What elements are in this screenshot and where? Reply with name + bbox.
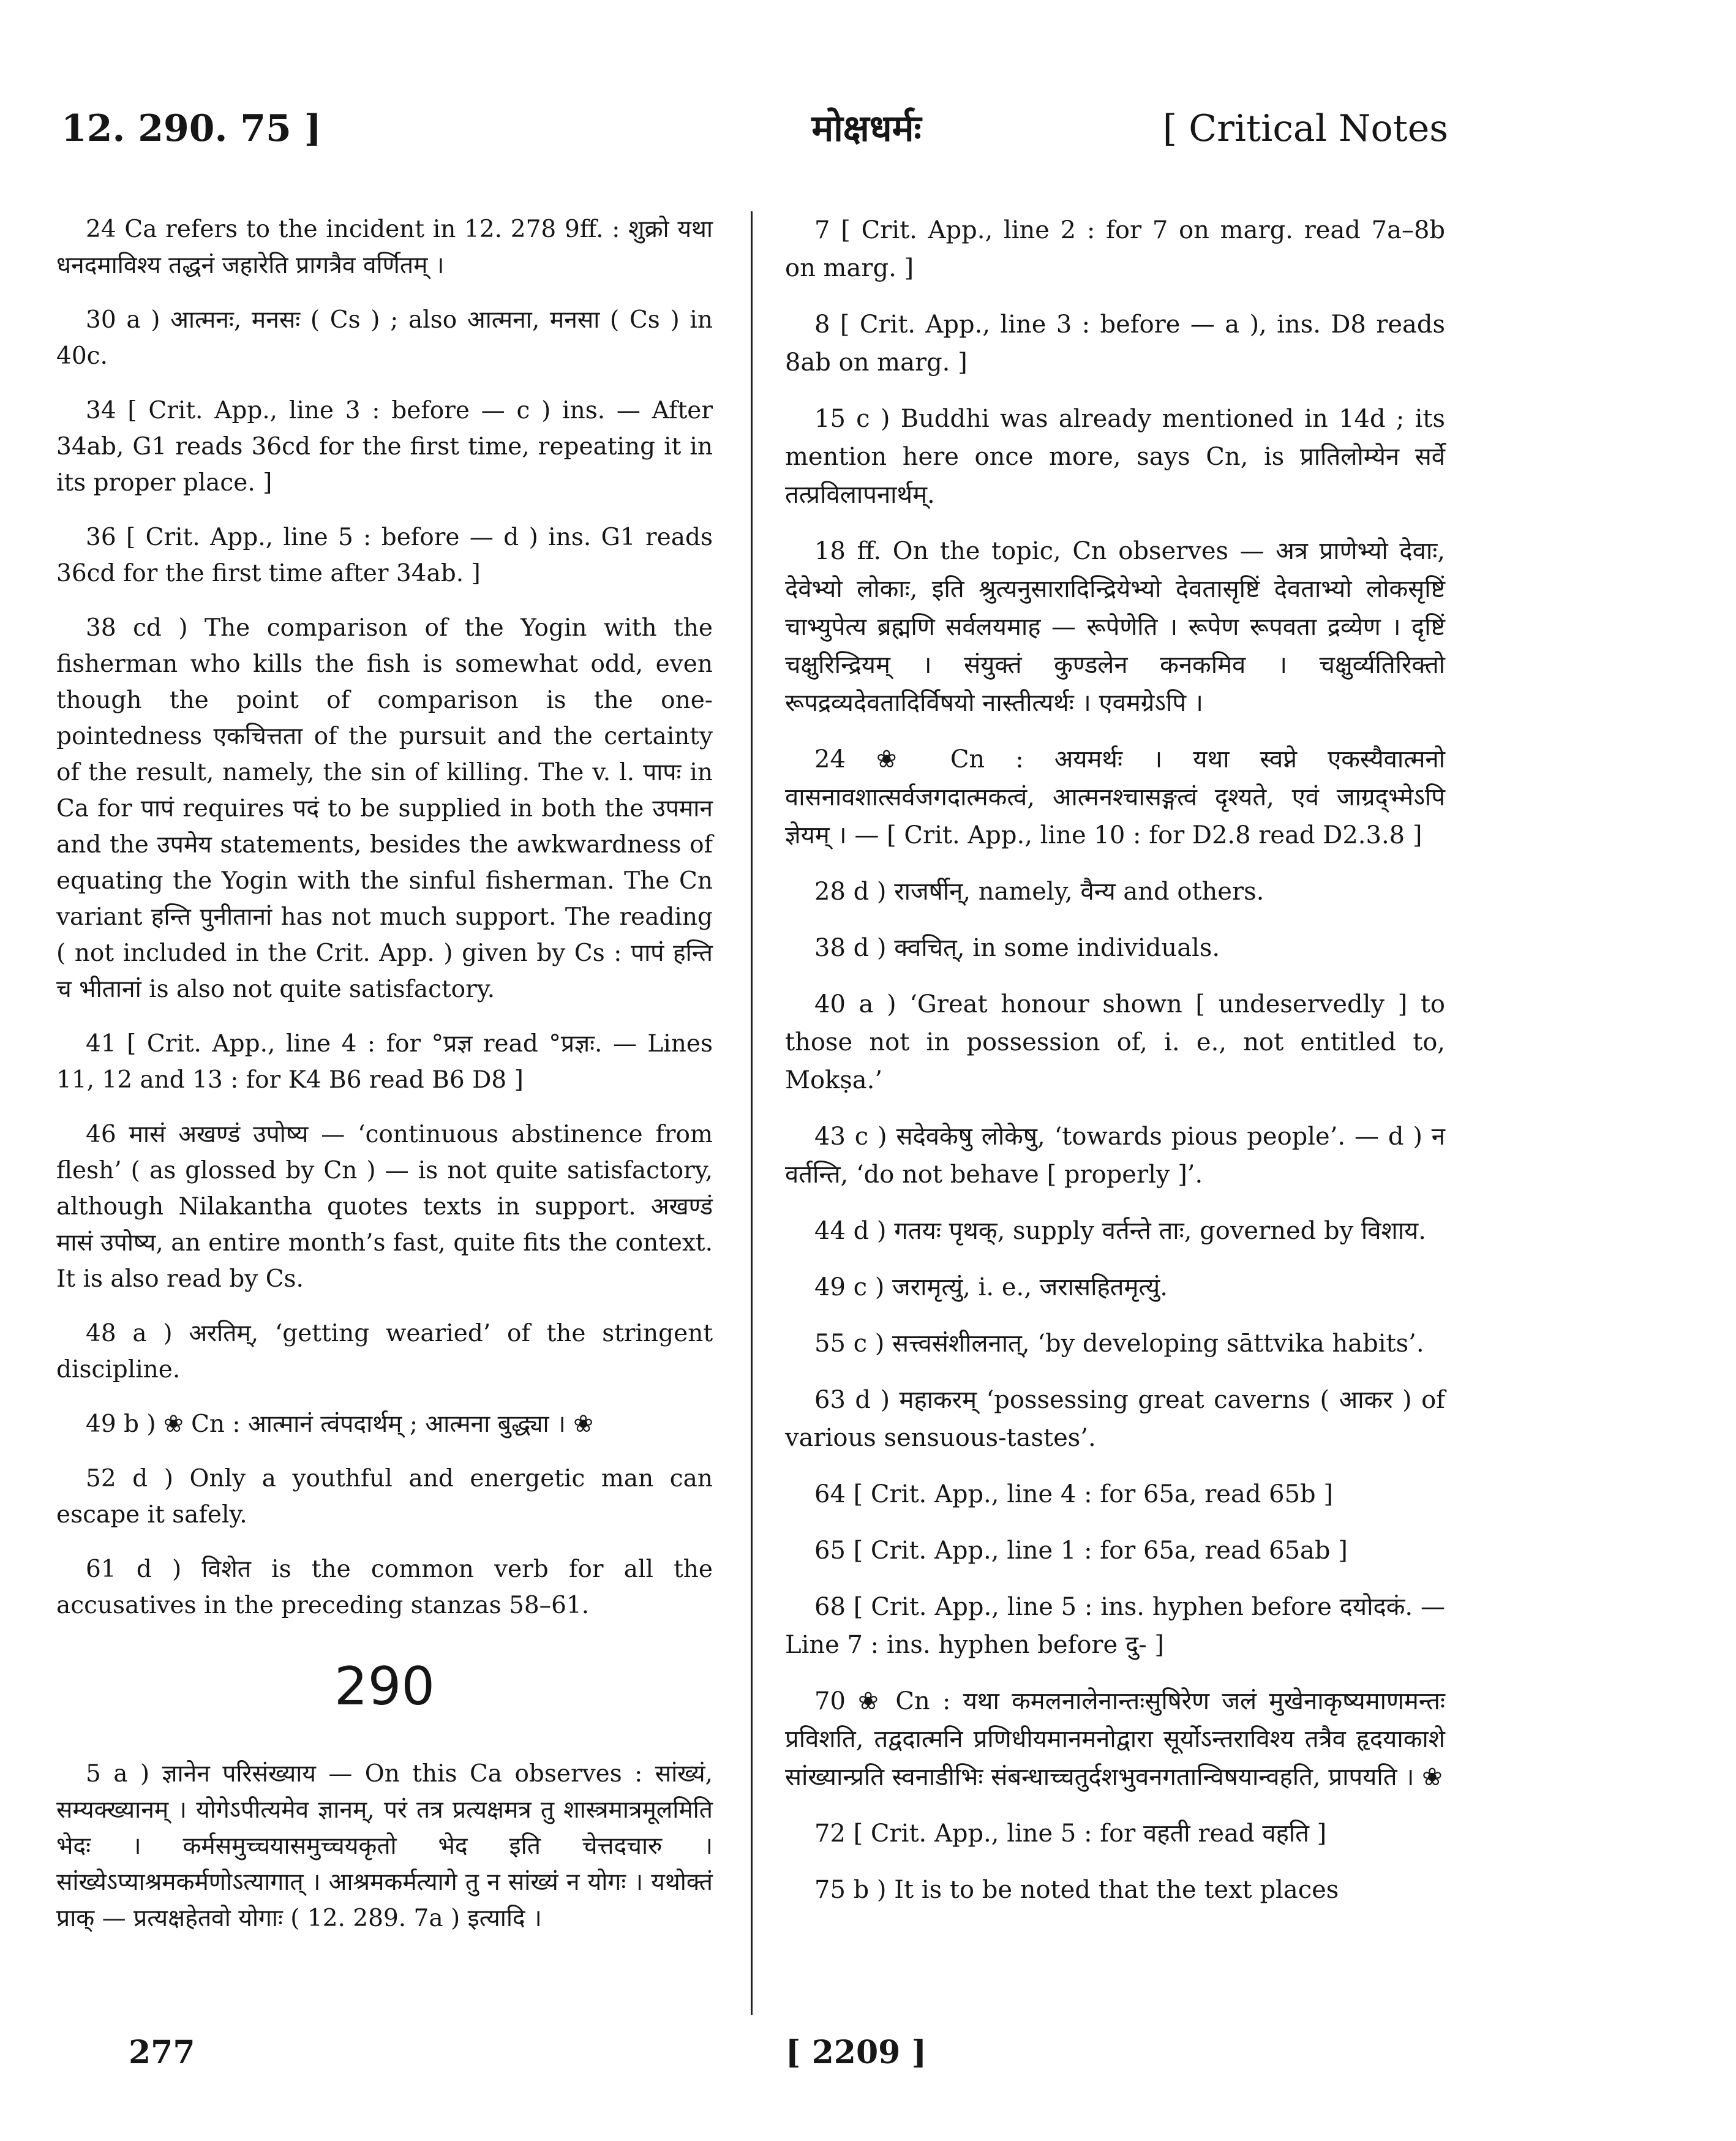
running-head-section: [ Critical Notes	[1162, 107, 1448, 150]
note-paragraph: 44 d ) गतयः पृथक्, supply वर्तन्ते ताः, governed by विशाय.	[814, 1217, 1426, 1245]
column-divider	[751, 211, 753, 2015]
note-paragraph: 5 a ) ज्ञानेन परिसंख्याय — On this Ca observes : सांख्यं, सम्यक्ख्यानम् । योगेऽपीत्यमेव ज्ञानम्, परं तत्र प्रत्यक्षमत्र तु शास्त्रमात्रमूलमिति भेदः । कर्मसमुच्चयासमुच्चयकृतो भेद इति चेत्तदचारु । सांख्येऽप्याश्रमकर्मणोऽत्यागात् । आश्रमकर्मत्यागे तु न सांख्यं न योगः । यथोक्तं प्राक् — प्रत्यक्षहेतवो योगाः ( 12. 289. 7a ) इत्यादि ।	[56, 1760, 713, 1932]
note-paragraph: 15 c ) Buddhi was already mentioned in 14d ; its mention here once more, says Cn, is प्रातिलोम्येन सर्वे तत्प्रविलापनार्थम्.	[785, 405, 1445, 509]
note-paragraph: 63 d ) महाकरम् ‘possessing great caverns ( आकर ) of various sensuous-tastes’.	[785, 1386, 1445, 1452]
note-paragraph: 65 [ Crit. App., line 1 : for 65a, read 65ab ]	[814, 1537, 1348, 1565]
note-paragraph: 24 ❀ Cn : अयमर्थः । यथा स्वप्ने एकस्यैवात्मनो वासनावशात्सर्वजगदात्मकत्वं, आत्मनश्चासङ्गत्वं दृश्यते, एवं जाग्रद्भ्मेऽपि ज्ञेयम् । — [ Crit. App., line 10 : for D2.8 read D2.3.8 ]	[785, 745, 1445, 849]
note-paragraph: 24 Ca refers to the incident in 12. 278 9ff. : शुक्रो यथा धनदमाविश्य तद्धनं जहारेति प्रागत्रैव वर्णितम् ।	[56, 216, 713, 279]
note-paragraph: 75 b ) It is to be noted that the text places	[814, 1876, 1339, 1904]
right-notes	[785, 211, 1445, 1909]
note-paragraph: 28 d ) राजर्षीन्, namely, वैन्य and others.	[814, 878, 1264, 906]
note-paragraph: 7 [ Crit. App., line 2 : for 7 on marg. read 7a–8b on marg. ]	[785, 216, 1445, 282]
note-paragraph: 68 [ Crit. App., line 5 : ins. hyphen before दयोदकं. — Line 7 : ins. hyphen before दु- ]	[785, 1593, 1445, 1659]
left-column	[56, 211, 713, 1955]
note-paragraph: 49 b ) ❀ Cn : आत्मानं त्वंपदार्थम् ; आत्मना बुद्ध्या । ❀	[86, 1410, 593, 1438]
note-paragraph: 46 मासं अखण्डं उपोष्य — ‘continuous abstinence from flesh’ ( as glossed by Cn ) — is not quite satisfactory, although Nilakantha quotes texts in support. अखण्डं मासं उपोष्य, an entire month’s fast, quite fits the context. It is also read by Cs.	[56, 1121, 713, 1293]
note-paragraph: 40 a ) ‘Great honour shown [ undeservedly ] to those not in possession of, i. e., not entitled to, Mokṣa.’	[785, 990, 1445, 1094]
volume-page-number: [ 2209 ]	[785, 2034, 927, 2071]
note-paragraph: 43 c ) सदेवकेषु लोकेषु, ‘towards pious people’. — d ) न वर्तन्ति, ‘do not behave [ properly ]’.	[785, 1123, 1445, 1189]
note-paragraph: 36 [ Crit. App., line 5 : before — d ) ins. G1 reads 36cd for the first time after 34ab. ]	[56, 524, 713, 587]
note-paragraph: 48 a ) अरतिम्, ‘getting wearied’ of the stringent discipline.	[56, 1320, 713, 1383]
note-paragraph: 64 [ Crit. App., line 4 : for 65a, read 65b ]	[814, 1480, 1333, 1508]
note-paragraph: 41 [ Crit. App., line 4 : for °प्रज्ञ read °प्रज्ञः. — Lines 11, 12 and 13 : for K4 B6 read B6 D8 ]	[56, 1030, 713, 1094]
note-paragraph: 8 [ Crit. App., line 3 : before — a ), ins. D8 reads 8ab on marg. ]	[785, 310, 1445, 377]
note-paragraph: 49 c ) जरामृत्युं, i. e., जरासहितमृत्युं.	[814, 1273, 1168, 1301]
section-notes	[56, 1756, 713, 1936]
section-heading: 290	[334, 1656, 435, 1717]
note-paragraph: 72 [ Crit. App., line 5 : for वहती read वहति ]	[814, 1819, 1327, 1848]
running-head-reference: 12. 290. 75 ]	[61, 107, 322, 150]
note-paragraph: 52 d ) Only a youthful and energetic man can escape it safely.	[56, 1465, 713, 1529]
left-notes	[56, 211, 713, 1624]
right-column	[785, 211, 1445, 1927]
note-paragraph: 38 cd ) The comparison of the Yogin with the fisherman who kills the fish is somewhat odd, even though the point of comparison is the one-pointedness एकचित्तता of the pursuit and the certainty of the result, namely, the sin of killing. The v. l. पापः in Ca for पापं requires पदं to be supplied in both the उपमान and the उपमेय statements, besides the awkwardness of equating the Yogin with the sinful fisherman. The Cn variant हन्ति पुनीतानां has not much support. The reading ( not included in the Crit. App. ) given by Cs : पापं हन्ति च भीतानां is also not quite satisfactory.	[56, 614, 713, 1003]
note-paragraph: 30 a ) आत्मनः, मनसः ( Cs ) ; also आत्मना, मनसा ( Cs ) in 40c.	[56, 306, 713, 370]
note-paragraph: 70 ❀ Cn : यथा कमलनालेनान्तःसुषिरेण जलं मुखेनाकृष्यमाणमन्तः प्रविशति, तद्वदात्मनि प्रणिधीयमानमनोद्वारा सूर्योऽन्तराविश्य तत्रैव हृदयाकाशे सांख्यान्प्रति स्वनाडीभिः संबन्धाच्चतुर्दशभुवनगतान्विषयान्वहति, प्रापयति । ❀	[785, 1687, 1445, 1791]
note-paragraph: 38 d ) क्वचित्, in some individuals.	[814, 934, 1220, 962]
running-head-title: मोक्षधर्मः	[811, 107, 922, 150]
note-paragraph: 34 [ Crit. App., line 3 : before — c ) ins. — After 34ab, G1 reads 36cd for the first time, repeating it in its proper place. ]	[56, 397, 713, 497]
note-paragraph: 61 d ) विशेत is the common verb for all the accusatives in the preceding stanzas 58–61.	[56, 1556, 713, 1619]
page-number: 277	[129, 2034, 195, 2071]
note-paragraph: 55 c ) सत्त्वसंशीलनात्, ‘by developing sāttvika habits’.	[814, 1330, 1424, 1358]
note-paragraph: 18 ff. On the topic, Cn observes — अत्र प्राणेभ्यो देवाः, देवेभ्यो लोकाः, इति श्रुत्यनुसारादिन्द्रियेभ्यो देवतासृष्टिं देवताभ्यो लोकसृष्टिं चाभ्युपेत्य ब्रह्मणि सर्वलयमाह — रूपेणेति । रूपेण रूपवता द्रव्येण । दृष्टिं चक्षुरिन्द्रियम् । संयुक्तं कुण्डलेन कनकमिव । चक्षुर्व्यतिरिक्तो रूपद्रव्यदेवतादिर्विषयो नास्तीत्यर्थः । एवमग्रेऽपि ।	[785, 537, 1445, 717]
